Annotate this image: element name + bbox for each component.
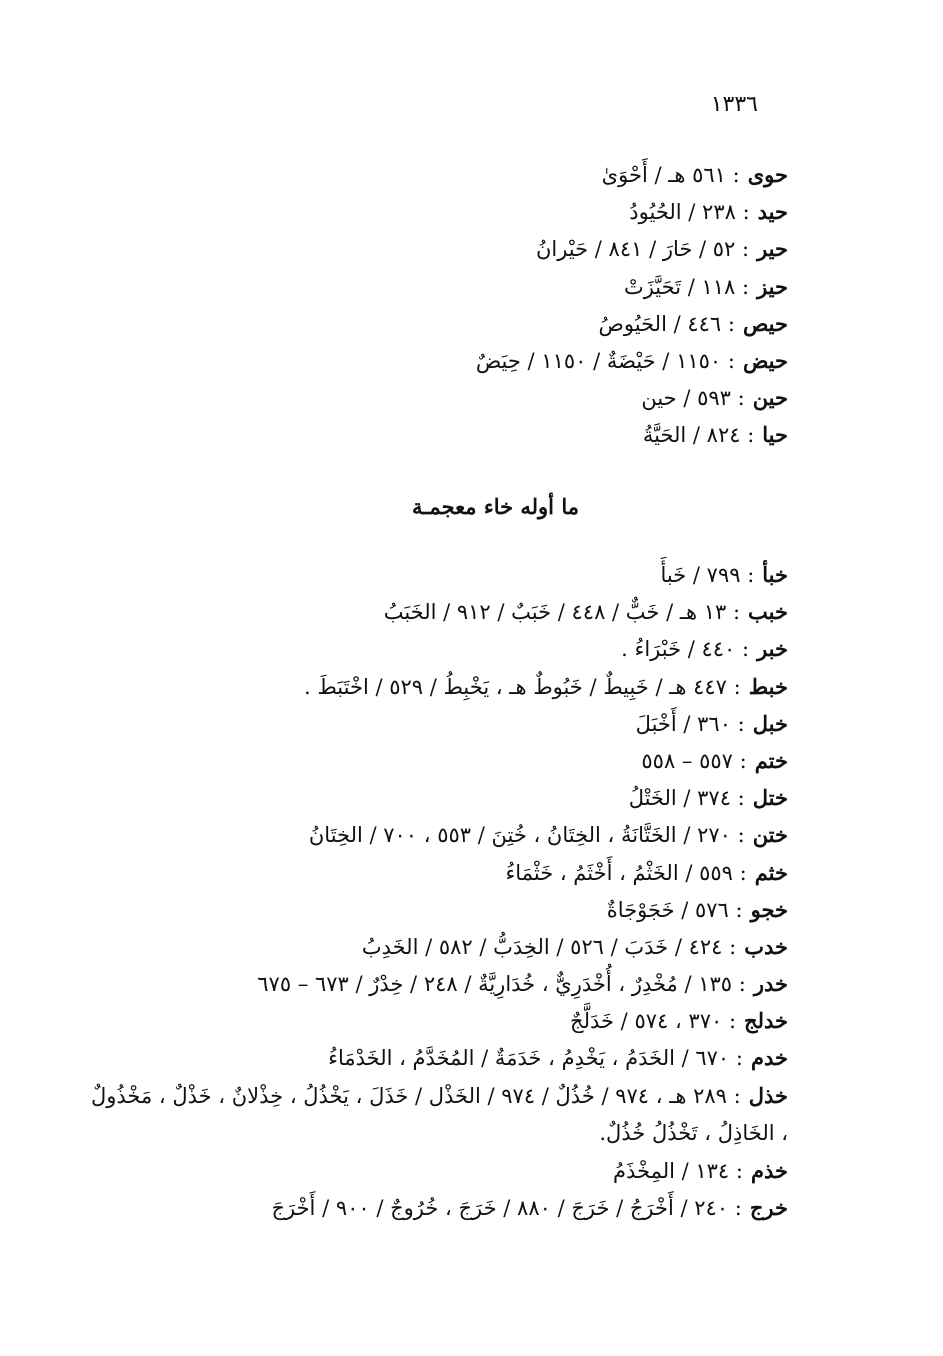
entry [88,1077,788,1152]
entry-root: حيز [757,273,788,299]
entry [88,854,788,891]
entry-refs: : ٣٧٠ ، ٥٧٤ / خَدَلَّجٌ [570,1009,737,1034]
entry [88,416,788,453]
entry-root: خثم [754,859,788,885]
entry [88,779,788,816]
entry-refs: : ٢٤٠ / أَخْرَجُ / خَرَجَ / ٨٨٠ / خَرَجَ ، خُرُوجٌ / ٩٠٠ / أَخْرَجَ [271,1196,742,1221]
entry [88,593,788,630]
entry-root: خبر [757,636,788,662]
entry-root: حير [757,236,788,262]
entry [88,630,788,667]
entries-list-ha [88,156,788,454]
entries-list-kha [88,556,788,1226]
entry [88,1189,788,1226]
entry [88,379,788,416]
entry-refs: : ٥٥٧ – ٥٥٨ [641,748,747,773]
entry-root: خدم [750,1045,788,1071]
entry-refs: : ٥٥٩ / الخَثْمُ ، أَخْثَمُ ، خَثْمَاءُ [505,860,747,885]
entry-refs: : ١١٥٠ / حَيْضَةٌ / ١١٥٠ / حِيَضٌ [475,348,735,373]
entry-refs: : ٤٤٠ / خَبْرَاءُ . [621,637,750,662]
entry-refs: : ٧٩٩ / خَبأَ [660,563,755,587]
entry-root: ختن [752,822,788,848]
entry-refs: : ٢٨٩ هـ ، ٩٧٤ / خُذُلٌ / ٩٧٤ / الخَذْل / خَذَلَ ، يَخْذُلُ ، خِذْلانٌ ، خَذْلٌ ، مَخْذُولٌ ، الخَاذِلُ ، تَخْذُلُ خُذُلٌ. [91,1083,788,1145]
entry [88,268,788,305]
entry-root: خبط [748,673,788,699]
entry [88,742,788,779]
entry-root: خبب [748,599,788,625]
entry [88,556,788,593]
entry [88,305,788,342]
page-number: ١٣٣٦ [710,92,758,117]
entry-refs: : ١١٨ / تَحَيَّزَتْ [623,274,750,299]
entry-root: خذم [750,1158,788,1184]
entry-refs: : ٤٤٧ هـ / خَبِيطٌ / خَبُوطٌ هـ ، يَخْبِطُ / ٥٢٩ / اخْتَبَطَ . [304,674,741,699]
entry [88,1152,788,1189]
entry [88,928,788,965]
entry-refs: : ١٣٥ / مُخْدِرٌ ، أُخْدَرِيٌّ ، خُدَارِيَّةٌ / ٢٤٨ / خِدْرٌ / ٦٧٣ – ٦٧٥ [257,972,746,997]
entry-root: خدلج [744,1008,788,1034]
entry-root: حيا [762,422,788,448]
entry-refs: : ٥٢ / حَارَ / ٨٤١ / حَيْرانُ [535,237,750,262]
entry-root: حيص [742,310,788,336]
entry-root: ختل [752,785,788,811]
entry-root: ختم [754,747,788,773]
entry [88,891,788,928]
entry-root: حين [752,385,788,411]
entry [88,705,788,742]
entry [88,193,788,230]
section-heading-text: ما أوله خاء معجمـة [412,494,579,519]
entry-root: خدر [753,971,788,997]
entry-refs: : ٥٩٣ / حين [641,386,745,411]
entry-root: حيض [742,347,788,373]
entry-refs: : ٨٢٤ / الحَيَّةُ [642,423,755,448]
entry-refs: : ١٣٤ / المِخْذَمُ [612,1159,743,1184]
entry-refs: : ١٣ هـ / خَبٌّ / ٤٤٨ / خَبَبٌ / ٩١٢ / الخَبَبُ [383,600,741,625]
entry-root: حوى [747,162,788,187]
entry [88,342,788,379]
entry-refs: : ٤٢٤ / خَدَبَ / ٥٢٦ / الخِدَبُّ / ٥٨٢ / الخَدِبُ [361,934,737,959]
entry [88,668,788,705]
entry-root: خدب [744,933,788,959]
entry-refs: : ٢٧٠ / الخَتَّانَةُ ، الخِتَانُ ، خُتِنَ / ٥٥٣ ، ٧٠٠ / الخِتَانُ [308,823,745,848]
entry-root: خجو [750,896,788,922]
entry [88,156,788,193]
entry-refs: : ٥٧٦ / خَجَوْجَاةٌ [606,897,743,922]
entry [88,816,788,853]
entry [88,965,788,1002]
entry-refs: : ٣٦٠ / أَخْبَلَ [635,711,745,736]
entry-root: خرج [749,1195,788,1221]
entry-refs: : ٥٦١ هـ / أَحْوَىٰ [601,163,740,187]
entry [88,1039,788,1076]
section-heading [0,494,943,519]
entry-root: خبل [752,710,788,736]
entry-refs: : ٦٧٠ / الخَدَمُ ، يَخْدِمُ ، خَدَمَةٌ / المُخَدَّمُ ، الخَدْمَاءُ [328,1046,743,1071]
entry-root: خبأ [762,562,788,587]
entry-refs: : ٣٧٤ / الخَتْلُ [628,786,745,811]
entry-refs: : ٢٣٨ / الحُيُودُ [629,200,750,225]
entry [88,1002,788,1039]
entry-root: خذل [748,1082,788,1108]
entry-refs: : ٤٤٦ / الحَيُوصُ [598,311,735,336]
entry [88,230,788,267]
entry-root: حيد [757,199,788,225]
